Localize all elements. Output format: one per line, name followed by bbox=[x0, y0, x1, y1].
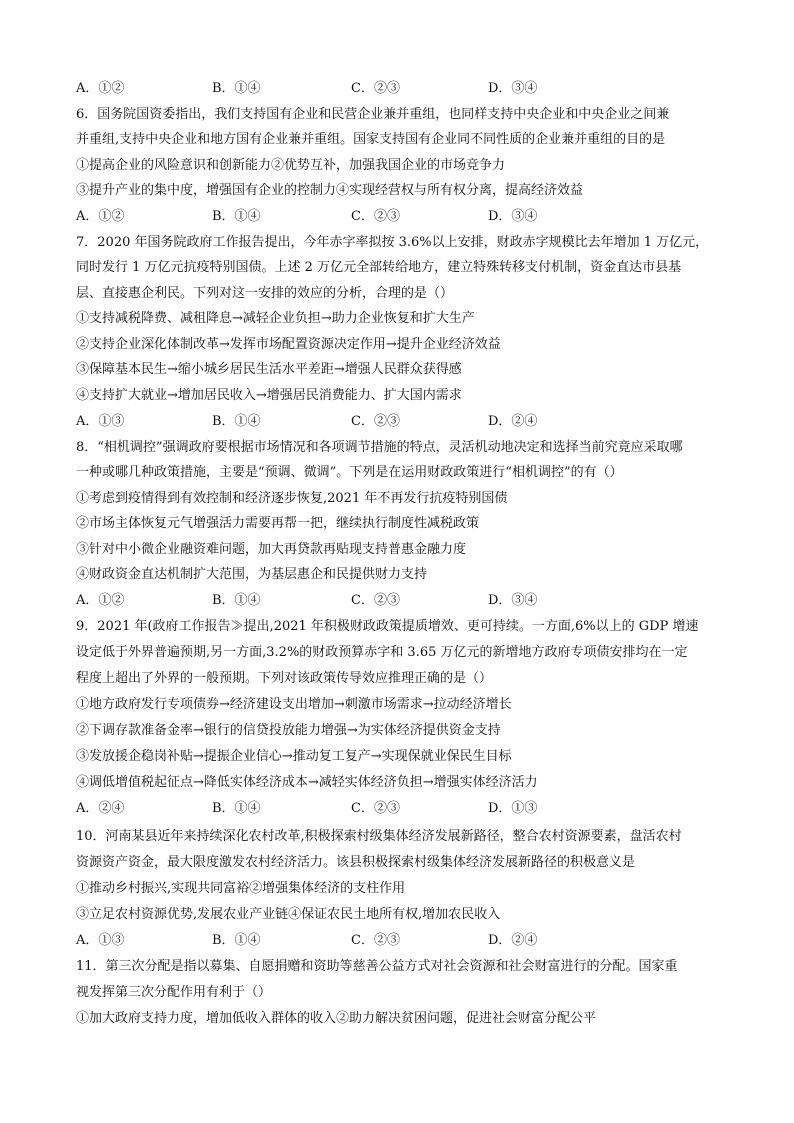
q5-options bbox=[76, 80, 726, 98]
q9-option-d[interactable]: D．①③ bbox=[488, 801, 538, 816]
q10-option-b[interactable]: B．①④ bbox=[212, 933, 261, 948]
q7-option-a[interactable]: A．①③ bbox=[76, 414, 125, 429]
q7-item: ①支持减税降费、减租降息→减轻企业负担→助力企业恢复和扩大生产 bbox=[76, 311, 475, 326]
q6-option-c[interactable]: C．②③ bbox=[351, 209, 400, 224]
q8-option-d[interactable]: D．③④ bbox=[488, 593, 538, 608]
q7-stem-line: 同时发行 1 万亿元抗疫特别国债。上述 2 万亿元全部转给地方，建立特殊转移支付机制，资金直达市县基 bbox=[76, 260, 682, 275]
q9-stem-line: 9．2021 年(政府工作报告≫提出,2021 年积极财政政策提质增效、更可持续。一方面,6%以上的 GDP 增速 bbox=[76, 619, 699, 634]
q7-item: ③保障基本民生→缩小城乡居民生活水平差距→增强人民群众获得感 bbox=[76, 362, 462, 377]
q7-item: ②支持企业深化体制改革→发挥市场配置资源决定作用→提升企业经济效益 bbox=[76, 337, 501, 352]
q6-stem-line: 并重组,支持中央企业和地方国有企业兼并重组。国家支持国有企业同不同性质的企业兼并重组的目的是 bbox=[76, 132, 666, 147]
q8-options bbox=[76, 592, 726, 610]
q5-option-c[interactable]: C．②③ bbox=[351, 81, 400, 96]
q7-item: ④支持扩大就业→增加居民收入→增强居民消费能力、扩大国内需求 bbox=[76, 388, 462, 403]
q9-options bbox=[76, 800, 726, 818]
q11-item: ①加大政府支持力度，增加低收入群体的收入②助力解决贫困问题，促进社会财富分配公平 bbox=[76, 1011, 597, 1026]
q10-stem-line: 资源资产资金，最大限度激发农村经济活力。该县积极探索村级集体经济发展新路径的积极意义是 bbox=[76, 855, 636, 870]
q7-stem-line: 层、直接惠企利民。下列对这一安排的效应的分析，合理的是（） bbox=[76, 286, 454, 301]
q10-option-d[interactable]: D．②④ bbox=[488, 933, 538, 948]
q9-item: ①地方政府发行专项债券→经济建设支出增加→刺激市场需求→拉动经济增长 bbox=[76, 697, 512, 712]
q11-stem-line: 视发挥第三次分配作用有利于（） bbox=[76, 985, 272, 1000]
q10-options bbox=[76, 932, 726, 950]
q10-item: ①推动乡村振兴,实现共同富裕②增强集体经济的支柱作用 bbox=[76, 881, 406, 896]
q8-item: ④财政资金直达机制扩大范围，为基层惠企和民提供财力支持 bbox=[76, 567, 428, 582]
q7-option-d[interactable]: D．②④ bbox=[488, 414, 538, 429]
q9-option-a[interactable]: A．②④ bbox=[76, 801, 125, 816]
q8-item: ②市场主体恢复元气增强活力需要再帮一把，继续执行制度性减税政策 bbox=[76, 516, 480, 531]
q9-stem-line: 程度上超出了外界的一般预期。下列对该政策传导效应推理正确的是（） bbox=[76, 671, 493, 686]
q9-item: ②下调存款准备金率→银行的信贷投放能力增强→为实体经济提供资金支持 bbox=[76, 723, 501, 738]
q5-option-a[interactable]: A．①② bbox=[76, 81, 125, 96]
q10-option-a[interactable]: A．①③ bbox=[76, 933, 125, 948]
q6-option-b[interactable]: B．①④ bbox=[212, 209, 261, 224]
q11-stem-line: 11．第三次分配是指以募集、自愿捐赠和资助等慈善公益方式对社会资源和社会财富进行的分配。国家重 bbox=[76, 959, 678, 974]
q10-stem-line: 10．河南某县近年来持续深化农村改革,积极探索村级集体经济发展新路径，整合农村资源要素，盘活农村 bbox=[76, 829, 682, 844]
q5-option-d[interactable]: D．③④ bbox=[488, 81, 538, 96]
q6-option-a[interactable]: A．①② bbox=[76, 209, 125, 224]
q6-item: ③提升产业的集中度，增强国有企业的控制力④实现经营权与所有权分离，提高经济效益 bbox=[76, 183, 584, 198]
q5-option-b[interactable]: B．①④ bbox=[212, 81, 261, 96]
q9-stem-line: 设定低于外界普遍预期,另一方面,3.2%的财政预算赤字和 3.65 万亿元的新增地方政府专项债安排均在一定 bbox=[76, 645, 688, 660]
q8-stem-line: 8．“相机调控”强调政府要根据市场情况和各项调节措施的特点，灵活机动地决定和选择当前究竟应采取哪 bbox=[76, 440, 683, 455]
q8-item: ③针对中小微企业融资难问题，加大再贷款再贴现支持普惠金融力度 bbox=[76, 542, 467, 557]
q8-item: ①考虑到疫情得到有效控制和经济逐步恢复,2021 年不再发行抗疫特别国债 bbox=[76, 491, 508, 506]
q9-option-b[interactable]: B．①④ bbox=[212, 801, 261, 816]
q6-stem-line: 6．国务院国资委指出，我们支持国有企业和民营企业兼并重组，也同样支持中央企业和中央企业之间兼 bbox=[76, 107, 670, 122]
q8-option-c[interactable]: C．②③ bbox=[351, 593, 400, 608]
q10-option-c[interactable]: C．②③ bbox=[351, 933, 400, 948]
q7-options bbox=[76, 413, 726, 431]
q9-item: ③发放援企稳岗补贴→提振企业信心→推动复工复产→实现保就业保民生目标 bbox=[76, 749, 512, 764]
q7-option-b[interactable]: B．①④ bbox=[212, 414, 261, 429]
q8-option-b[interactable]: B．①④ bbox=[212, 593, 261, 608]
q7-stem-line: 7．2020 年国务院政府工作报告提出，今年赤字率拟按 3.6%以上安排，财政赤字规模比去年增加 1 万亿元， bbox=[76, 235, 709, 250]
q10-item: ③立足农村资源优势,发展农业产业链④保证农民土地所有权,增加农民收入 bbox=[76, 907, 501, 922]
q6-item: ①提高企业的风险意识和创新能力②优势互补，加强我国企业的市场竞争力 bbox=[76, 158, 506, 173]
q8-stem-line: 一种或哪几种政策措施，主要是“预调、微调”。下列是在运用财政政策进行“相机调控”的有（） bbox=[76, 465, 623, 480]
q6-option-d[interactable]: D．③④ bbox=[488, 209, 538, 224]
q9-option-c[interactable]: C．②③ bbox=[351, 801, 400, 816]
q8-option-a[interactable]: A．①② bbox=[76, 593, 125, 608]
q9-item: ④调低增值税起征点→降低实体经济成本→减轻实体经济负担→增强实体经济活力 bbox=[76, 775, 538, 790]
q7-option-c[interactable]: C．②③ bbox=[351, 414, 400, 429]
q6-options bbox=[76, 208, 726, 226]
